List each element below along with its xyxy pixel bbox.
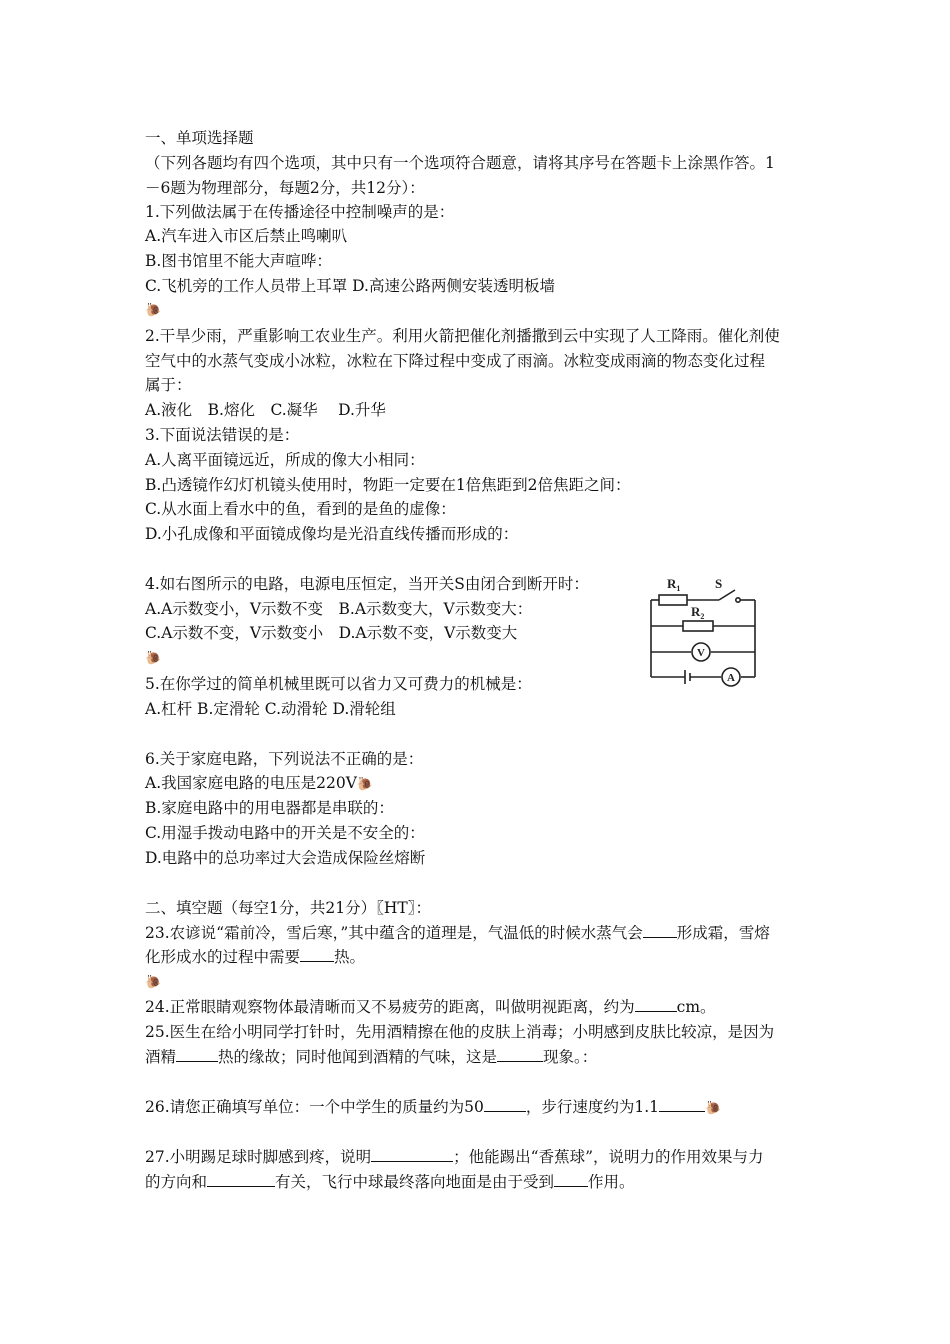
answer-blank[interactable] [497,1046,543,1062]
q27-text: 作用。 [588,1173,635,1191]
q6-option-a-text: A.我国家庭电路的电压是220V [145,774,357,792]
q23-text: 化形成水的过程中需要 [145,948,301,966]
q23-text: 热。 [334,948,366,966]
switch-blade [719,590,735,600]
q4-stem: 4.如右图所示的电路，电源电压恒定，当开关S由闭合到断开时： [145,575,589,593]
q27-text: ；他能踢出“香蕉球”，说明力的作用效果与力 [453,1148,764,1166]
q27-text: 有关，飞行中球最终落向地面是由于受到 [275,1173,555,1191]
q3-option-d: D.小孔成像和平面镜成像均是光沿直线传播而形成的： [145,525,519,543]
q25-text: 热的缘故；同时他闻到酒精的气味，这是 [218,1048,498,1066]
q26-text: ，步行速度约为1.1 [525,1098,660,1116]
q27-text: 27.小明踢足球时脚感到疼，说明 [145,1148,372,1166]
section-1-title: 一、单项选择题 [145,129,254,147]
q1-option-b: B.图书馆里不能大声喧哗： [145,252,332,270]
q25-text: 酒精 [145,1048,177,1066]
answer-blank[interactable] [659,1096,705,1112]
q24-text: cm。 [676,998,716,1016]
snail-symbol: 🐌 [356,777,374,792]
q27-line-1 [145,1146,764,1168]
q5-stem: 5.在你学过的简单机械里既可以省力又可费力的机械是： [145,675,532,693]
q4-options-ab: A.A示数变小，V示数不变 B.A示数变大，V示数变大： [145,600,533,618]
snail-symbol: 🐌 [145,651,162,666]
answer-blank[interactable] [371,1146,453,1162]
answer-blank[interactable] [643,922,677,938]
q3-option-c: C.从水面上看水中的鱼，看到的是鱼的虚像： [145,500,456,518]
q3-stem: 3.下面说法错误的是： [145,426,300,444]
section-1-intro-cont: －6题为物理部分，每题2分，共12分）： [145,179,425,197]
ammeter-label: A [727,672,735,684]
q3-option-b: B.凸透镜作幻灯机镜头使用时，物距一定要在1倍焦距到2倍焦距之间： [145,476,631,494]
q27-text: 的方向和 [145,1173,208,1191]
q25-line-2 [145,1046,597,1068]
q25-line-1: 25.医生在给小明同学打针时，先用酒精擦在他的皮肤上消毒；小明感到皮肤比较凉，是因为 [145,1023,775,1041]
q25-text: 现象。： [543,1048,598,1066]
q1-option-cd: C.飞机旁的工作人员带上耳罩 D.高速公路两侧安装透明板墙 [145,277,555,295]
answer-blank[interactable] [207,1171,275,1187]
q2-line-3: 属于： [145,376,192,394]
q26-line [145,1096,721,1120]
q23-text: 形成霜，雪熔 [676,924,770,942]
q23-line-2 [145,946,365,968]
q6-option-a [145,772,373,796]
snail-symbol: 🐌 [705,1101,722,1116]
r2-label: $R_2$ [691,604,705,621]
q6-option-b: B.家庭电路中的用电器都是串联的： [145,799,394,817]
q2-line-2: 空气中的水蒸气变成小冰粒，冰粒在下降过程中变成了雨滴。冰粒变成雨滴的物态变化过程 [145,352,766,370]
voltmeter-label: V [697,647,705,659]
q1-stem: 1.下列做法属于在传播途径中控制噪声的是： [145,203,455,221]
resistor-r2 [683,621,713,631]
q26-text: 26.请您正确填写单位：一个中学生的质量约为50 [145,1098,484,1116]
section-1-intro: （下列各题均有四个选项，其中只有一个选项符合题意，请将其序号在答题卡上涂黑作答。1 [145,154,775,172]
q6-stem: 6.关于家庭电路，下列说法不正确的是： [145,750,424,768]
q5-options: A.杠杆 B.定滑轮 C.动滑轮 D.滑轮组 [145,700,396,718]
answer-blank[interactable] [554,1171,588,1187]
q6-option-c: C.用湿手拨动电路中的开关是不安全的： [145,824,425,842]
r1-label: $R_1$ [667,576,681,593]
q6-option-d: D.电路中的总功率过大会造成保险丝熔断 [145,849,426,867]
q4-options-cd: C.A示数不变，V示数变小 D.A示数不变，V示数变大 [145,624,518,642]
q24-line [145,996,716,1018]
answer-blank[interactable] [484,1096,526,1112]
q27-line-2 [145,1171,635,1193]
answer-blank[interactable] [635,996,677,1012]
q23-text: 23.农谚说“霜前冷，雪后寒，”其中蕴含的道理是，气温低的时候水蒸气会 [145,924,643,942]
q2-options: A.液化 B.熔化 C.凝华 D.升华 [145,401,386,419]
section-2-title: 二、填空题（每空1分，共21分）〖HT〗： [145,899,431,917]
q2-line-1: 2.干旱少雨，严重影响工农业生产。利用火箭把催化剂播撒到云中实现了人工降雨。催化剂使 [145,327,780,345]
answer-blank[interactable] [300,946,334,962]
q1-option-a: A.汽车进入市区后禁止鸣喇叭 [145,227,348,245]
q24-text: 24.正常眼睛观察物体最清晰而又不易疲劳的距离，叫做明视距离，约为 [145,998,635,1016]
switch-contact [736,598,740,602]
circuit-diagram [645,572,763,690]
switch-label: S [715,576,723,591]
snail-symbol: 🐌 [145,303,162,318]
q3-option-a: A.人离平面镜远近，所成的像大小相同： [145,451,425,469]
resistor-r1 [659,595,687,605]
snail-symbol: 🐌 [145,975,162,990]
q23-line-1 [145,922,770,944]
answer-blank[interactable] [176,1046,218,1062]
